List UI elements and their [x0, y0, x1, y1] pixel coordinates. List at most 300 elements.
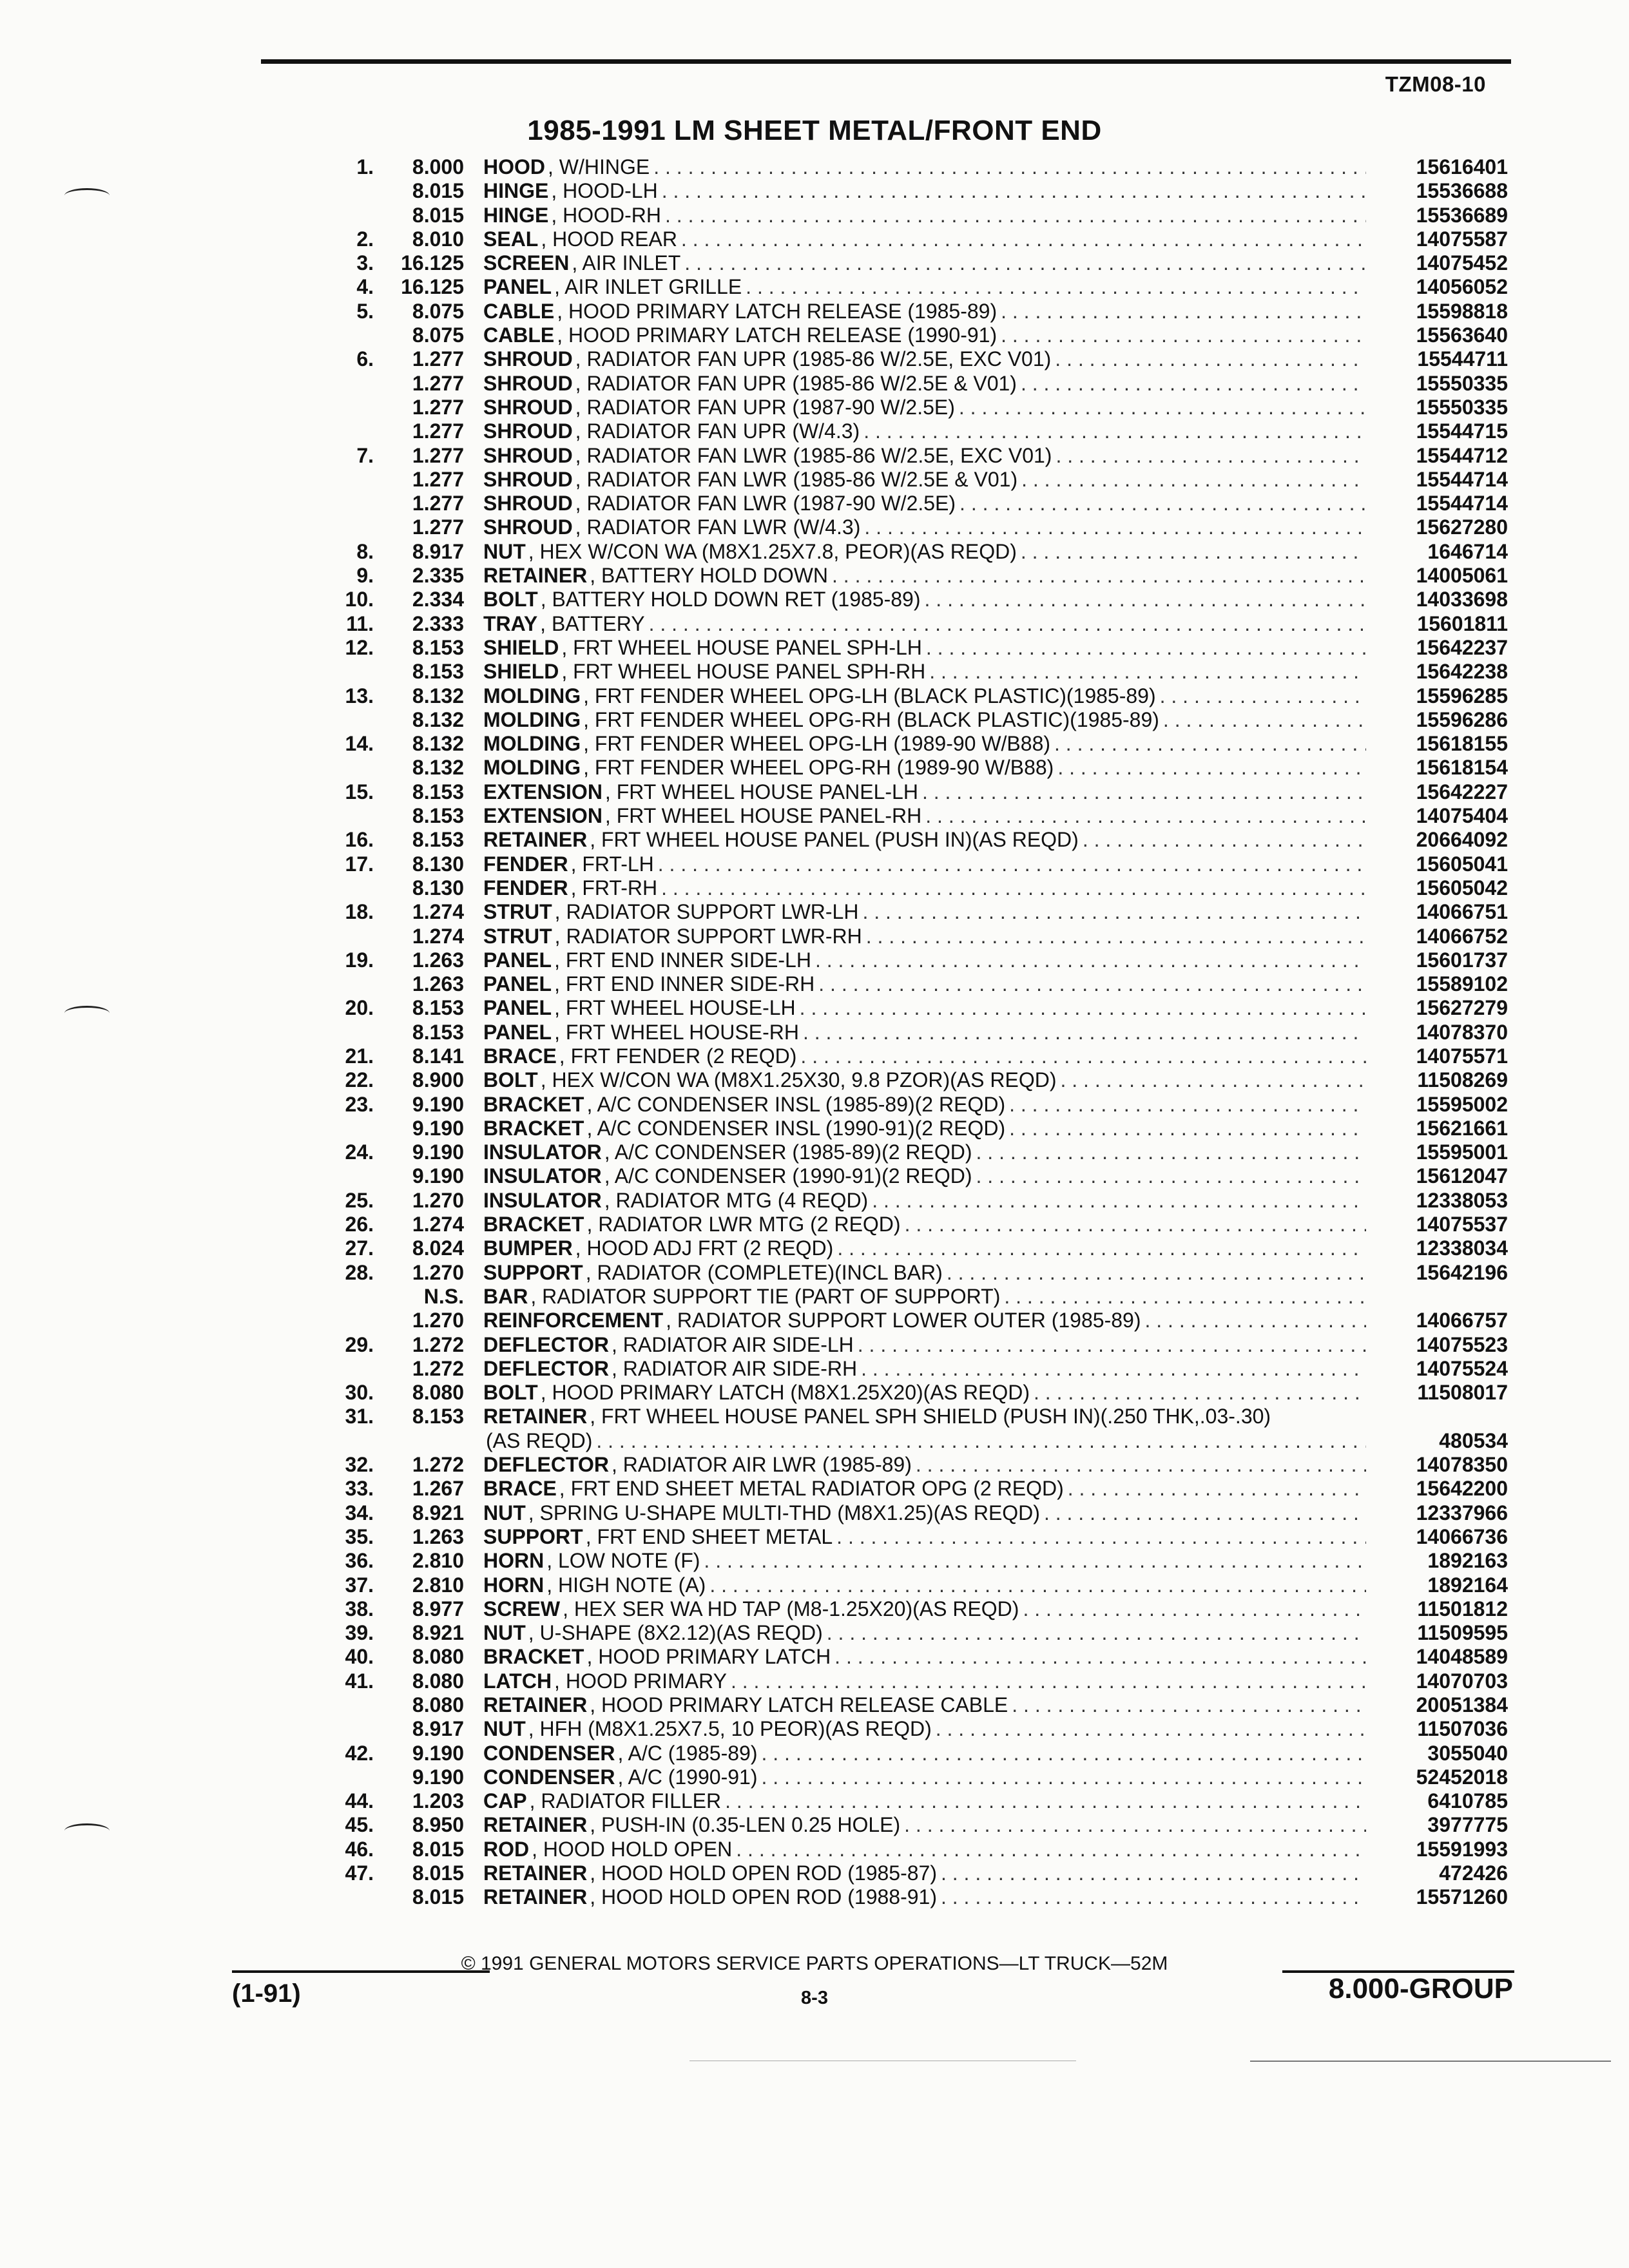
- dot-leader: [921, 804, 1366, 828]
- part-detail: , HEX W/CON WA (M8X1.25X30, 9.8 PZOR)(AS REQD): [540, 1068, 1057, 1092]
- item-reference-number: 21.: [345, 1044, 374, 1068]
- dot-leader: [661, 204, 1366, 227]
- part-detail: , RADIATOR AIR SIDE-RH: [611, 1356, 858, 1380]
- dot-leader: [1050, 732, 1366, 756]
- part-description: [483, 948, 1366, 972]
- dot-leader: [650, 155, 1366, 179]
- group-number: 8.921: [412, 1501, 464, 1524]
- group-number: 1.274: [412, 924, 464, 948]
- part-name: SHROUD: [483, 515, 573, 539]
- dot-leader: [1017, 540, 1366, 564]
- parts-row: [309, 1405, 1508, 1428]
- parts-row: [309, 1285, 1508, 1309]
- parts-row: [309, 1573, 1508, 1597]
- part-description: [483, 1621, 1366, 1645]
- group-number: 1.272: [412, 1356, 464, 1380]
- item-reference-number: 7.: [356, 443, 374, 467]
- part-number: 15618154: [1416, 756, 1508, 780]
- dot-leader: [1019, 1597, 1366, 1621]
- part-description: [483, 996, 1366, 1020]
- item-reference-number: 10.: [345, 588, 374, 611]
- dot-leader: [854, 1333, 1366, 1357]
- part-name: INSULATOR: [483, 1188, 602, 1212]
- part-description: [483, 1525, 1366, 1549]
- dot-leader: [742, 275, 1366, 299]
- parts-row: [309, 732, 1508, 756]
- part-name: PANEL: [483, 948, 552, 972]
- parts-row: [309, 756, 1508, 780]
- part-description: [483, 1117, 1366, 1140]
- group-number: 8.080: [412, 1693, 464, 1716]
- part-detail: , HFH (M8X1.25X7.5, 10 PEOR)(AS REQD): [528, 1717, 932, 1741]
- part-description: [483, 1140, 1366, 1164]
- part-detail: , HOOD PRIMARY: [554, 1669, 727, 1693]
- part-description: [483, 275, 1366, 299]
- footer-copyright: © 1991 GENERAL MOTORS SERVICE PARTS OPERATIONS—LT TRUCK—52M: [461, 1953, 1168, 1974]
- part-name: CONDENSER: [483, 1765, 615, 1789]
- part-name: SCREEN: [483, 251, 570, 275]
- parts-row: [309, 1861, 1508, 1885]
- part-description: [483, 900, 1366, 924]
- group-number: 1.203: [412, 1789, 464, 1813]
- part-description: [483, 396, 1366, 419]
- parts-row: [309, 925, 1508, 948]
- group-number: 8.153: [412, 1405, 464, 1428]
- group-number: 2.333: [412, 611, 464, 635]
- part-number: 14066736: [1416, 1524, 1508, 1548]
- parts-row: [309, 1693, 1508, 1717]
- part-number: 14056052: [1416, 275, 1508, 299]
- part-number: 14048589: [1416, 1645, 1508, 1669]
- part-number: 14066757: [1416, 1309, 1508, 1332]
- dot-leader: [828, 564, 1366, 588]
- part-number: 20051384: [1416, 1693, 1508, 1716]
- group-number: 8.977: [412, 1597, 464, 1620]
- parts-row: [309, 1621, 1508, 1645]
- item-reference-number: 47.: [345, 1861, 374, 1885]
- part-name: FENDER: [483, 852, 568, 876]
- group-number: 8.024: [412, 1236, 464, 1260]
- parts-row: [309, 972, 1508, 996]
- group-number: 1.267: [412, 1477, 464, 1501]
- part-name: INSULATOR: [483, 1164, 602, 1188]
- part-description: [483, 756, 1366, 780]
- part-description: [483, 204, 1366, 227]
- dot-leader: [811, 948, 1366, 972]
- part-description: [483, 612, 1366, 636]
- parts-row: [309, 1261, 1508, 1285]
- part-detail: , BATTERY HOLD DOWN: [590, 564, 829, 588]
- part-name: MOLDING: [483, 756, 581, 780]
- part-detail: , RADIATOR FILLER: [529, 1789, 722, 1813]
- part-number: 15536689: [1416, 203, 1508, 227]
- part-number: 15536688: [1416, 179, 1508, 203]
- dot-leader: [900, 1813, 1366, 1837]
- part-number: 15571260: [1416, 1885, 1508, 1909]
- item-reference-number: 32.: [345, 1453, 374, 1477]
- scan-artifact-line: [1250, 2061, 1611, 2062]
- part-name: RETAINER: [483, 1885, 588, 1909]
- part-number: 12338034: [1416, 1236, 1508, 1260]
- part-number: 15601811: [1417, 611, 1508, 635]
- parts-row: [309, 1021, 1508, 1044]
- item-reference-number: 1.: [356, 155, 374, 178]
- part-number: 3977775: [1427, 1813, 1508, 1837]
- group-number: 8.153: [412, 780, 464, 803]
- part-description: [483, 1573, 1366, 1597]
- parts-row: [309, 1789, 1508, 1813]
- part-description: [483, 1044, 1366, 1068]
- parts-row: [309, 804, 1508, 828]
- part-detail: , RADIATOR SUPPORT TIE (PART OF SUPPORT): [530, 1284, 1001, 1308]
- part-name: SUPPORT: [483, 1260, 583, 1284]
- parts-row: [309, 540, 1508, 564]
- part-name: FENDER: [483, 876, 568, 899]
- dot-leader: [658, 179, 1366, 203]
- dot-leader: [732, 1838, 1366, 1861]
- dot-leader: [833, 1525, 1366, 1549]
- part-description: [483, 1357, 1366, 1381]
- part-name: STRUT: [483, 900, 552, 924]
- item-reference-number: 28.: [345, 1260, 374, 1284]
- parts-row: [309, 612, 1508, 636]
- parts-row: [309, 876, 1508, 900]
- part-description: [483, 780, 1366, 804]
- part-name: BAR: [483, 1284, 528, 1308]
- dot-leader: [956, 492, 1366, 515]
- part-name: MOLDING: [483, 732, 581, 756]
- parts-row: [309, 1813, 1508, 1837]
- dot-leader: [922, 636, 1366, 660]
- parts-row: [309, 275, 1508, 299]
- item-reference-number: 4.: [356, 275, 374, 299]
- group-number: 1.272: [412, 1453, 464, 1477]
- group-number: 8.141: [412, 1044, 464, 1068]
- dot-leader: [1064, 1477, 1366, 1501]
- parts-row: [309, 468, 1508, 492]
- part-name: SCREW: [483, 1597, 561, 1620]
- part-description: [483, 515, 1366, 539]
- part-number: 1646714: [1427, 539, 1508, 563]
- dot-leader: [657, 876, 1366, 900]
- footer-page-number: 8-3: [801, 1988, 828, 2008]
- item-reference-number: 33.: [345, 1477, 374, 1501]
- part-detail: , FRT WHEEL HOUSE-RH: [554, 1020, 799, 1044]
- parts-row: [309, 900, 1508, 924]
- dot-leader: [925, 660, 1366, 684]
- parts-row: [309, 852, 1508, 876]
- part-detail: (AS REQD): [486, 1428, 593, 1452]
- part-number: 15544711: [1417, 347, 1508, 371]
- part-description: [483, 1477, 1366, 1501]
- group-number: 8.153: [412, 996, 464, 1020]
- part-name: HINGE: [483, 203, 549, 227]
- part-name: PANEL: [483, 972, 552, 996]
- part-number: 14075452: [1416, 251, 1508, 275]
- part-detail: , FRT WHEEL HOUSE PANEL SPH-RH: [561, 660, 926, 684]
- dot-leader: [1079, 828, 1366, 852]
- part-name: SUPPORT: [483, 1524, 583, 1548]
- parts-row: [309, 1838, 1508, 1861]
- part-name: HINGE: [483, 179, 549, 203]
- part-name: BOLT: [483, 1381, 538, 1405]
- part-description: [483, 564, 1366, 588]
- dot-leader: [972, 1164, 1366, 1188]
- part-number: 472426: [1439, 1861, 1508, 1885]
- part-name: SHIELD: [483, 635, 559, 659]
- dot-leader: [654, 852, 1366, 876]
- part-detail: , PUSH-IN (0.35-LEN 0.25 HOLE): [590, 1813, 901, 1837]
- group-number: 9.190: [412, 1092, 464, 1116]
- part-detail: , BATTERY HOLD DOWN RET (1985-89): [540, 588, 921, 611]
- part-detail: , FRT WHEEL HOUSE PANEL-LH: [604, 780, 918, 803]
- part-detail: , FRT-RH: [570, 876, 658, 899]
- part-number: 15642200: [1416, 1477, 1508, 1501]
- part-description: [483, 1213, 1366, 1236]
- parts-row: [309, 1140, 1508, 1164]
- part-number: 15596285: [1416, 684, 1508, 707]
- punch-hole-mark: [64, 1006, 110, 1021]
- parts-row: [309, 227, 1508, 251]
- part-detail: , FRT FENDER WHEEL OPG-LH (1989-90 W/B88): [583, 732, 1051, 756]
- part-description: [483, 1189, 1366, 1213]
- part-detail: , HOOD PRIMARY LATCH RELEASE (1990-91): [557, 323, 998, 347]
- parts-row: [309, 1477, 1508, 1501]
- part-number: 15544714: [1416, 492, 1508, 515]
- part-detail: , HOOD PRIMARY LATCH (M8X1.25X20)(AS REQD): [540, 1381, 1030, 1405]
- part-description: [483, 1453, 1366, 1477]
- group-number: 8.015: [412, 179, 464, 203]
- parts-row: [309, 1765, 1508, 1789]
- part-name: NUT: [483, 1717, 526, 1741]
- parts-row: [309, 1309, 1508, 1332]
- part-description: [483, 684, 1366, 708]
- part-name: RETAINER: [483, 1405, 588, 1428]
- part-name: RETAINER: [483, 1861, 588, 1885]
- part-number: 15621661: [1416, 1116, 1508, 1140]
- dot-leader: [823, 1621, 1366, 1645]
- group-number: 1.270: [412, 1309, 464, 1332]
- dot-leader: [918, 780, 1366, 804]
- part-number: 15605041: [1416, 852, 1508, 876]
- dot-leader: [1040, 1501, 1366, 1525]
- part-detail: , RADIATOR AIR LWR (1985-89): [611, 1453, 912, 1477]
- parts-row: [309, 1645, 1508, 1669]
- item-reference-number: 2.: [356, 227, 374, 251]
- part-number: 11507036: [1417, 1717, 1508, 1741]
- part-detail: , A/C CONDENSER (1990-91)(2 REQD): [604, 1164, 972, 1188]
- part-number: 3055040: [1427, 1741, 1508, 1765]
- part-name: HORN: [483, 1573, 545, 1597]
- group-number: 1.274: [412, 1213, 464, 1236]
- parts-row: [309, 1453, 1508, 1477]
- part-description: [483, 1501, 1366, 1525]
- parts-row: [309, 372, 1508, 396]
- part-description: [483, 1693, 1366, 1717]
- parts-row: [309, 1189, 1508, 1213]
- dot-leader: [932, 1717, 1366, 1741]
- part-detail: , RADIATOR (COMPLETE)(INCL BAR): [585, 1260, 943, 1284]
- part-number: 14075537: [1416, 1213, 1508, 1236]
- group-number: 8.010: [412, 227, 464, 251]
- part-detail: , RADIATOR FAN LWR (1987-90 W/2.5E): [575, 492, 956, 515]
- part-name: SHROUD: [483, 467, 573, 491]
- part-number: 15544714: [1416, 467, 1508, 491]
- part-name: INSULATOR: [483, 1140, 602, 1164]
- part-detail: , HOOD-LH: [551, 179, 658, 203]
- parts-row: [309, 1236, 1508, 1260]
- item-reference-number: 13.: [345, 684, 374, 707]
- item-reference-number: 41.: [345, 1669, 374, 1693]
- item-reference-number: 29.: [345, 1332, 374, 1356]
- part-name: RETAINER: [483, 828, 588, 852]
- part-name: SHROUD: [483, 419, 573, 443]
- parts-row: [309, 996, 1508, 1020]
- group-number: 1.270: [412, 1188, 464, 1212]
- dot-leader: [997, 323, 1366, 347]
- part-name: PANEL: [483, 996, 552, 1020]
- part-description: [483, 828, 1366, 852]
- part-detail: , HIGH NOTE (A): [546, 1573, 706, 1597]
- item-reference-number: 12.: [345, 635, 374, 659]
- item-reference-number: 42.: [345, 1741, 374, 1765]
- dot-leader: [1000, 1285, 1366, 1309]
- group-number: 16.125: [401, 251, 464, 275]
- part-description: [483, 492, 1366, 515]
- part-description: [483, 1093, 1366, 1117]
- part-detail: , RADIATOR SUPPORT LOWER OUTER (1985-89): [666, 1309, 1141, 1332]
- parts-row: [309, 828, 1508, 852]
- parts-row: [309, 1068, 1508, 1092]
- group-number: 1.277: [412, 419, 464, 443]
- part-description: [483, 1861, 1366, 1885]
- part-number: 14070703: [1416, 1669, 1508, 1693]
- dot-leader: [1005, 1093, 1366, 1117]
- part-number: 1892163: [1427, 1549, 1508, 1573]
- part-detail: , FRT FENDER WHEEL OPG-LH (BLACK PLASTIC)(1985-89): [583, 684, 1156, 707]
- item-reference-number: 17.: [345, 852, 374, 876]
- part-number: 15544712: [1416, 443, 1508, 467]
- part-number: 15627280: [1416, 515, 1508, 539]
- group-number: 1.277: [412, 467, 464, 491]
- part-name: SHIELD: [483, 660, 559, 684]
- part-detail: , RADIATOR FAN LWR (1985-86 W/2.5E, EXC V01): [575, 443, 1052, 467]
- part-description: [483, 1381, 1366, 1405]
- group-number: 8.153: [412, 804, 464, 828]
- part-number: 14066752: [1416, 924, 1508, 948]
- dot-leader: [727, 1669, 1366, 1693]
- part-detail: , FRT END SHEET METAL: [585, 1524, 833, 1548]
- group-number: 9.190: [412, 1140, 464, 1164]
- part-description: [483, 300, 1366, 323]
- parts-row: [309, 588, 1508, 611]
- group-number: 8.132: [412, 707, 464, 731]
- group-number: 1.277: [412, 347, 464, 371]
- parts-row: [309, 1213, 1508, 1236]
- part-number: 15550335: [1416, 395, 1508, 419]
- part-detail: , RADIATOR LWR MTG (2 REQD): [586, 1213, 901, 1236]
- part-description: [483, 1021, 1366, 1044]
- part-name: LATCH: [483, 1669, 552, 1693]
- dot-leader: [943, 1261, 1366, 1285]
- item-reference-number: 40.: [345, 1645, 374, 1669]
- part-detail: , A/C CONDENSER INSL (1990-91)(2 REQD): [586, 1116, 1006, 1140]
- part-name: SHROUD: [483, 443, 573, 467]
- dot-leader: [921, 588, 1367, 611]
- part-description: [483, 1429, 1366, 1453]
- group-number: 8.075: [412, 323, 464, 347]
- part-detail: , RADIATOR FAN LWR (W/4.3): [575, 515, 861, 539]
- dot-leader: [937, 1861, 1366, 1885]
- part-detail: , RADIATOR SUPPORT LWR-RH: [554, 924, 862, 948]
- part-number: 15563640: [1416, 323, 1508, 347]
- part-number: 15598818: [1416, 299, 1508, 323]
- group-number: 8.080: [412, 1669, 464, 1693]
- item-reference-number: 45.: [345, 1813, 374, 1837]
- parts-row: [309, 1669, 1508, 1693]
- item-reference-number: 23.: [345, 1092, 374, 1116]
- footer-group-label: 8.000-GROUP: [1328, 1973, 1513, 2004]
- group-number: 1.263: [412, 972, 464, 996]
- dot-leader: [912, 1453, 1366, 1477]
- part-number: 15596286: [1416, 707, 1508, 731]
- dot-leader: [645, 612, 1366, 636]
- dot-leader: [857, 1357, 1366, 1381]
- item-reference-number: 46.: [345, 1837, 374, 1861]
- part-description: [483, 468, 1366, 492]
- parts-row: [309, 708, 1508, 732]
- group-number: 8.130: [412, 852, 464, 876]
- page-title: 1985-1991 LM SHEET METAL/FRONT END: [527, 115, 1102, 146]
- item-reference-number: 16.: [345, 828, 374, 852]
- item-reference-number: 14.: [345, 732, 374, 756]
- dot-leader: [1051, 347, 1366, 371]
- part-detail: , SPRING U-SHAPE MULTI-THD (M8X1.25)(AS REQD): [528, 1501, 1040, 1524]
- group-number: 8.000: [412, 155, 464, 178]
- item-reference-number: 35.: [345, 1524, 374, 1548]
- part-detail: , A/C (1985-89): [617, 1741, 758, 1765]
- part-description: [483, 347, 1366, 371]
- parts-row: [309, 1501, 1508, 1525]
- part-number: 1892164: [1427, 1573, 1508, 1597]
- part-number: 15550335: [1416, 371, 1508, 395]
- item-reference-number: 22.: [345, 1068, 374, 1092]
- part-number: 12337966: [1416, 1501, 1508, 1524]
- part-name: HORN: [483, 1549, 545, 1573]
- part-number: 20664092: [1416, 828, 1508, 852]
- group-number: 9.190: [412, 1765, 464, 1789]
- dot-leader: [868, 1189, 1366, 1213]
- dot-leader: [937, 1885, 1366, 1909]
- part-name: CAP: [483, 1789, 527, 1813]
- part-number: 15642238: [1416, 660, 1508, 684]
- part-description: [483, 1765, 1366, 1789]
- group-number: 8.080: [412, 1645, 464, 1669]
- part-detail: , HOOD PRIMARY LATCH: [586, 1645, 831, 1669]
- part-detail: , FRT-LH: [570, 852, 654, 876]
- part-detail: , FRT WHEEL HOUSE PANEL (PUSH IN)(AS REQD): [590, 828, 1079, 852]
- part-detail: , A/C CONDENSER (1985-89)(2 REQD): [604, 1140, 972, 1164]
- part-name: MOLDING: [483, 684, 581, 707]
- part-name: BRACE: [483, 1044, 557, 1068]
- part-number: 15642196: [1416, 1260, 1508, 1284]
- dot-leader: [757, 1765, 1366, 1789]
- part-name: CONDENSER: [483, 1741, 615, 1765]
- part-name: STRUT: [483, 924, 552, 948]
- parts-row: [309, 1333, 1508, 1357]
- dot-leader: [1030, 1381, 1366, 1405]
- dot-leader: [1005, 1117, 1366, 1140]
